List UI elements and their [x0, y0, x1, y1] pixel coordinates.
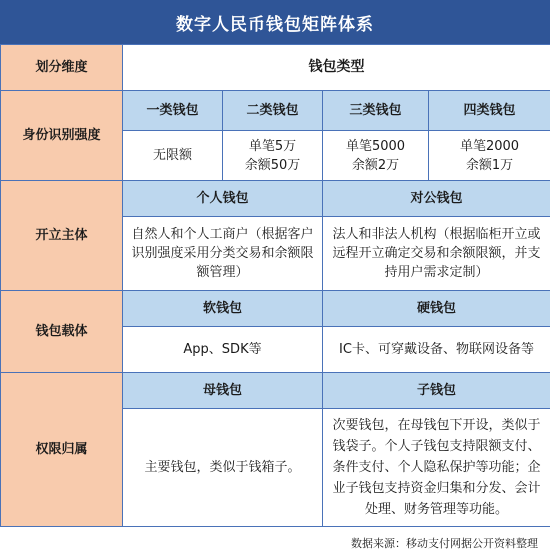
corporate-wallet-desc-cell: 法人和非法人机构（根据临柜开立或远程开立确定交易和余额限额，并支持用户需求定制）: [323, 217, 550, 291]
class-3-limit-cell: [323, 131, 429, 181]
authority-dimension-cell: 权限归属: [1, 373, 123, 527]
page-title: 数字人民币钱包矩阵体系: [0, 0, 550, 44]
dimension-header-cell: 划分维度: [1, 45, 123, 91]
personal-wallet-desc-cell: 自然人和个人工商户（根据客户识别强度采用分类交易和余额限额管理）: [123, 217, 323, 291]
carrier-dimension-cell: 钱包载体: [1, 291, 123, 373]
soft-wallet-desc-cell: App、SDK等: [123, 327, 323, 373]
personal-wallet-name-cell: 个人钱包: [123, 181, 323, 217]
class-2-name-cell: 二类钱包: [223, 91, 323, 131]
class-4-limit-cell: [429, 131, 550, 181]
wallet-matrix-table: [0, 44, 550, 527]
wallet-type-header-cell: 钱包类型: [123, 45, 550, 91]
opener-dimension-cell: 开立主体: [1, 181, 123, 291]
class-4-name-cell: 四类钱包: [429, 91, 550, 131]
child-wallet-name-cell: 子钱包: [323, 373, 550, 409]
class-2-limit-line1: 单笔5万: [248, 138, 297, 154]
class-3-name-cell: 三类钱包: [323, 91, 429, 131]
class-3-limit-line2: 余额2万: [351, 157, 400, 173]
hard-wallet-desc-cell: IC卡、可穿戴设备、物联网设备等: [323, 327, 550, 373]
class-1-limit-line1: 无限额: [152, 148, 192, 163]
table-row-authority-names: [1, 373, 550, 409]
class-1-limit-cell: [123, 131, 223, 181]
soft-wallet-name-cell: 软钱包: [123, 291, 323, 327]
hard-wallet-name-cell: 硬钱包: [323, 291, 550, 327]
table-row-identity-names: [1, 91, 550, 131]
parent-wallet-name-cell: 母钱包: [123, 373, 323, 409]
child-wallet-desc-cell: 次要钱包，在母钱包下开设，类似于钱袋子。个人子钱包支持限额支付、条件支付、个人隐私保护等功能；企业子钱包支持资金归集和分发、会计处理、财务管理等功能。: [323, 409, 550, 527]
class-3-limit-line1: 单笔5000: [345, 138, 406, 154]
corporate-wallet-name-cell: 对公钱包: [323, 181, 550, 217]
parent-wallet-desc-cell: 主要钱包，类似于钱箱子。: [123, 409, 323, 527]
table-row-header: [1, 45, 550, 91]
class-2-limit-cell: [223, 131, 323, 181]
table-row-opener-names: [1, 181, 550, 217]
source-note: 数据来源：移动支付网据公开资料整理: [351, 537, 538, 550]
class-4-limit-line2: 余额1万: [465, 157, 514, 173]
class-4-limit-line1: 单笔2000: [459, 138, 520, 154]
identity-dimension-cell: 身份识别强度: [1, 91, 123, 181]
table-row-carrier-names: [1, 291, 550, 327]
class-1-name-cell: 一类钱包: [123, 91, 223, 131]
class-2-limit-line2: 余额50万: [244, 157, 301, 173]
